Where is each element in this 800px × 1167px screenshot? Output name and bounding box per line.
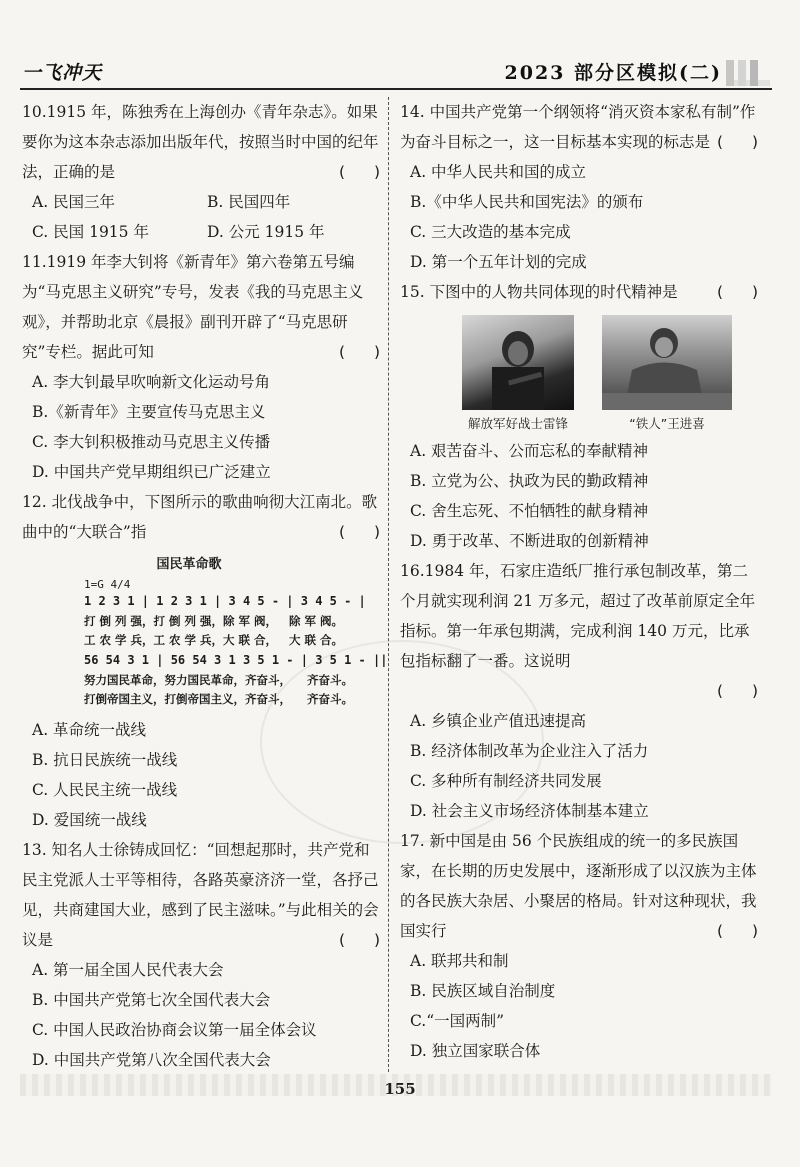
option-b: B.《新青年》主要宣传马克思主义 <box>32 403 266 421</box>
option-a: A. 中华人民共和国的成立 <box>410 163 587 181</box>
page-number: 155 <box>384 1080 416 1098</box>
question-14 <box>400 97 770 277</box>
answer-paren: ( ) <box>716 682 770 700</box>
photo-wang-jinxi <box>602 315 732 432</box>
option-d: D. 中国共产党早期组织已广泛建立 <box>32 463 271 481</box>
option-c: C. 民国 1915 年 <box>32 223 149 241</box>
question-stem: 10.1915 年，陈独秀在上海创办《青年杂志》。如果要你为这本杂志添加出版年代，按照当时中国的纪年法，正确的是 <box>22 103 379 181</box>
answer-paren: ( ) <box>338 523 392 541</box>
question-13 <box>22 835 392 1075</box>
option-c: C. 多种所有制经济共同发展 <box>410 772 602 790</box>
question-10 <box>22 97 392 247</box>
photo-caption: 解放军好战士雷锋 <box>467 416 568 431</box>
photo-row <box>462 315 760 432</box>
option-d: D. 勇于改革、不断进取的创新精神 <box>410 532 649 550</box>
option-b: B. 中国共产党第七次全国代表大会 <box>32 991 271 1009</box>
option-d: D. 爱国统一战线 <box>32 811 147 829</box>
option-c: C. 三大改造的基本完成 <box>410 223 571 241</box>
option-a: A. 第一届全国人民代表大会 <box>32 961 224 979</box>
question-stem: 17. 新中国是由 56 个民族组成的统一的多民族国家，在长期的历史发展中，逐渐形成了以汉族为主体的各民族大杂居、小聚居的格局。针对这种现状，我国实行 <box>400 832 757 940</box>
answer-paren: ( ) <box>716 283 770 301</box>
question-15 <box>400 277 770 556</box>
answer-paren: ( ) <box>716 922 770 940</box>
question-stem: 11.1919 年李大钊将《新青年》第六卷第五号编为“马克思主义研究”专号，发表《我的马克思主义观》，并帮助北京《晨报》副刊开辟了“马克思研究”专栏。据此可知 <box>22 253 364 361</box>
option-c: C. 李大钊积极推动马克思主义传播 <box>32 433 271 451</box>
song-title: 国民革命歌 <box>156 557 222 572</box>
song-sheet <box>84 553 388 709</box>
photo-lei-feng <box>462 315 574 432</box>
option-b: B. 立党为公、执政为民的勤政精神 <box>410 472 649 490</box>
option-a: A. 革命统一战线 <box>32 721 147 739</box>
song-lyric: 工 农 学 兵，工 农 学 兵，大 联 合， 大 联 合。 <box>84 633 344 647</box>
option-d: D. 独立国家联合体 <box>410 1042 541 1060</box>
brand-logo: 一飞冲天 <box>22 62 103 84</box>
option-a: A. 李大钊最早吹响新文化运动号角 <box>32 373 271 391</box>
answer-paren: ( ) <box>338 931 392 949</box>
header-rule <box>20 88 772 90</box>
option-b: B. 抗日民族统一战线 <box>32 751 178 769</box>
column-divider <box>388 97 389 1072</box>
song-lyric: 打倒帝国主义，打倒帝国主义，齐奋斗， 齐奋斗。 <box>84 692 354 706</box>
option-b: B. 民族区域自治制度 <box>410 982 556 1000</box>
answer-paren: ( ) <box>338 163 392 181</box>
song-lyric: 打 倒 列 强，打 倒 列 强，除 军 阀， 除 军 阀。 <box>84 614 344 628</box>
question-12 <box>22 487 392 835</box>
option-c: C. 舍生忘死、不怕牺牲的献身精神 <box>410 502 649 520</box>
question-stem: 16.1984 年，石家庄造纸厂推行承包制改革，第二个月就实现利润 21 万多元，超过了改革前原定全年指标。第一年承包期满，完成利润 140 万元，比承包指标翻了一番。这说明 <box>400 562 756 670</box>
photo-image <box>462 315 574 410</box>
page-header-title: 2023 部分区模拟(二) <box>504 62 722 84</box>
option-b: B. 经济体制改革为企业注入了活力 <box>410 742 649 760</box>
answer-paren: ( ) <box>716 133 770 151</box>
option-d: D. 第一个五年计划的完成 <box>410 253 587 271</box>
option-a: A. 民国三年 <box>32 193 116 211</box>
question-17 <box>400 826 770 1066</box>
question-stem: 14. 中国共产党第一个纲领将“消灭资本家私有制”作为奋斗目标之一，这一目标基本实现的标志是 <box>400 103 756 151</box>
option-d: D. 公元 1915 年 <box>207 223 325 241</box>
option-c: C. 人民民主统一战线 <box>32 781 178 799</box>
question-16 <box>400 556 770 826</box>
song-key: 1=G 4/4 <box>84 578 131 591</box>
option-c: C. 中国人民政治协商会议第一届全体会议 <box>32 1021 317 1039</box>
song-notation: 56 54 3 1 | 56 54 3 1 3 5 1 - | 3 5 1 - || <box>84 653 388 667</box>
question-11 <box>22 247 392 487</box>
option-a: A. 联邦共和制 <box>410 952 509 970</box>
option-d: D. 社会主义市场经济体制基本建立 <box>410 802 649 820</box>
soldier-figure <box>462 315 574 410</box>
header-decoration <box>726 60 770 86</box>
answer-paren: ( ) <box>338 343 392 361</box>
option-a: A. 艰苦奋斗、公而忘私的奉献精神 <box>410 442 649 460</box>
left-column <box>22 97 392 1075</box>
worker-figure <box>602 315 732 410</box>
photo-image <box>602 315 732 410</box>
question-stem: 13. 知名人士徐铸成回忆：“回想起那时，共产党和民主党派人士平等相待，各路英豪济济一堂，各抒己见，共商建国大业，感到了民主滋味。”与此相关的会议是 <box>22 841 379 949</box>
question-stem: 12. 北伐战争中，下图所示的歌曲响彻大江南北。歌曲中的“大联合”指 <box>22 493 378 541</box>
song-lyric: 努力国民革命，努力国民革命，齐奋斗， 齐奋斗。 <box>84 673 354 687</box>
option-b: B.《中华人民共和国宪法》的颁布 <box>410 193 644 211</box>
song-notation: 1 2 3 1 | 1 2 3 1 | 3 4 5 - | 3 4 5 - | <box>84 594 366 608</box>
photo-caption: “铁人”王进喜 <box>629 416 705 431</box>
option-d: D. 中国共产党第八次全国代表大会 <box>32 1051 271 1069</box>
question-stem: 15. 下图中的人物共同体现的时代精神是 <box>400 283 678 301</box>
option-b: B. 民国四年 <box>207 193 291 211</box>
option-a: A. 乡镇企业产值迅速提高 <box>410 712 587 730</box>
option-c: C.“一国两制” <box>410 1012 505 1030</box>
right-column <box>400 97 770 1066</box>
